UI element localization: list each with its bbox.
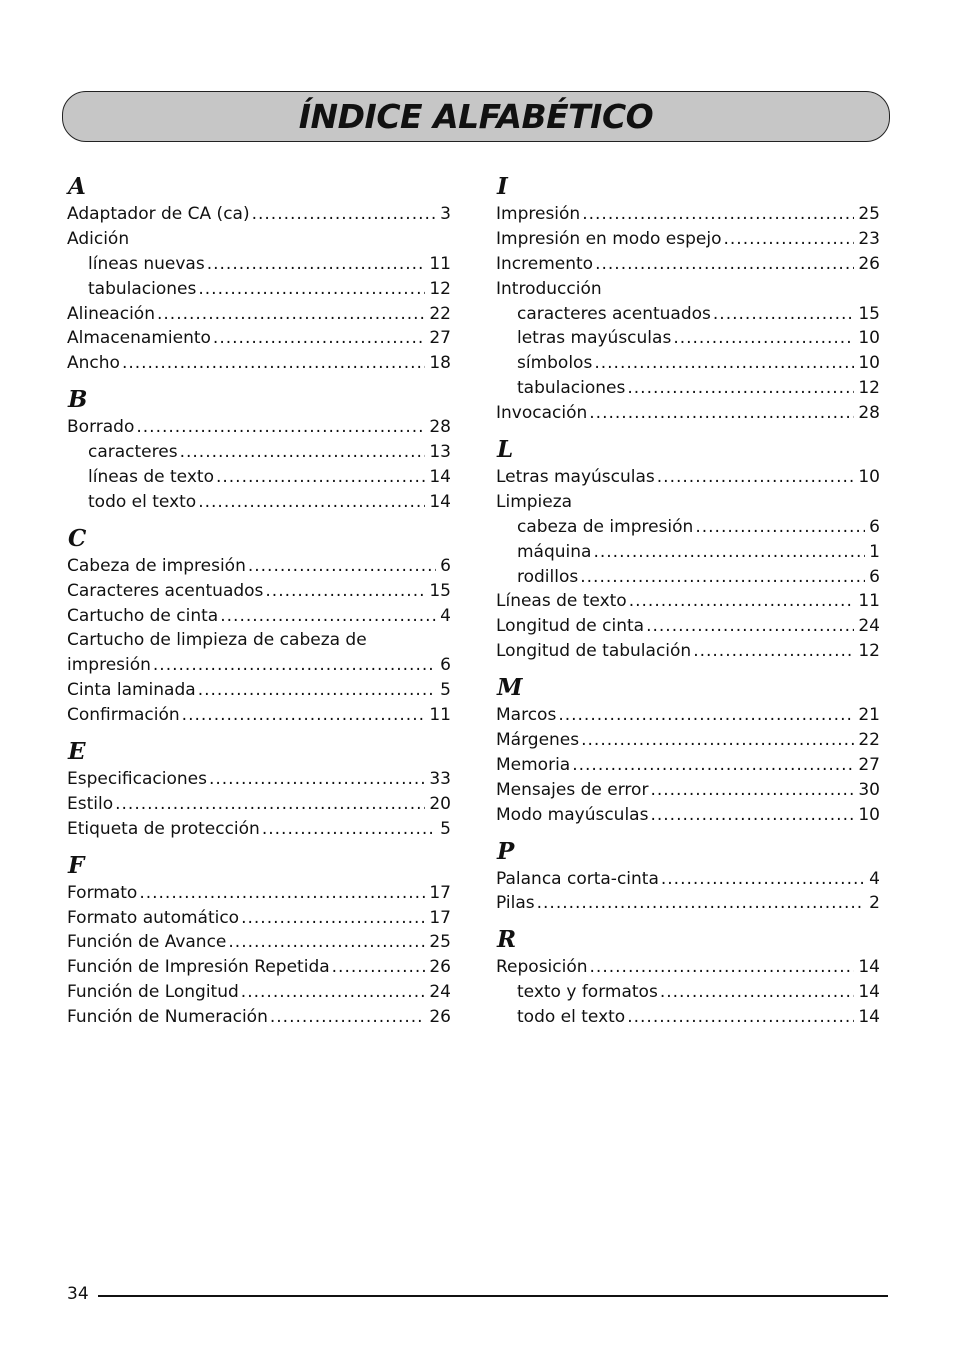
index-entry bbox=[67, 930, 451, 955]
entry-page-number: 15 bbox=[429, 580, 451, 601]
entry-page-number: 14 bbox=[858, 1007, 880, 1028]
entry-page-number: 10 bbox=[858, 804, 880, 825]
index-subentry bbox=[67, 277, 451, 302]
entry-page-number: 27 bbox=[429, 328, 451, 349]
index-subentry bbox=[67, 490, 451, 515]
entry-page-number: 20 bbox=[429, 793, 451, 814]
section-letter: R bbox=[497, 926, 517, 954]
index-entry bbox=[67, 881, 451, 906]
dot-leader bbox=[589, 401, 854, 426]
entry-page-number: 5 bbox=[440, 818, 451, 839]
entry-label: Cartucho de limpieza de cabeza de bbox=[67, 630, 367, 651]
index-entry bbox=[67, 980, 451, 1005]
dot-leader bbox=[590, 955, 855, 980]
entry-label: tabulaciones bbox=[88, 278, 197, 299]
entry-label: Modo mayúsculas bbox=[496, 804, 649, 825]
dot-leader bbox=[629, 589, 855, 614]
entry-page-number: 24 bbox=[858, 616, 880, 637]
entry-page-number: 11 bbox=[429, 705, 451, 726]
dot-leader bbox=[581, 728, 854, 753]
index-entry bbox=[67, 767, 451, 792]
entry-label: Memoria bbox=[496, 754, 571, 775]
entry-page-number: 14 bbox=[429, 467, 451, 488]
dot-leader bbox=[241, 906, 425, 931]
index-entry bbox=[67, 227, 451, 252]
index-section-m bbox=[496, 673, 880, 827]
entry-page-number: 15 bbox=[858, 303, 880, 324]
index-entry bbox=[67, 792, 451, 817]
index-entry bbox=[67, 1005, 451, 1030]
entry-label: Etiqueta de protección bbox=[67, 818, 260, 839]
dot-leader bbox=[627, 376, 854, 401]
dot-leader bbox=[139, 881, 425, 906]
entry-page-number: 10 bbox=[858, 353, 880, 374]
index-entry bbox=[496, 401, 880, 426]
index-entry bbox=[496, 639, 880, 664]
entry-label: Marcos bbox=[496, 705, 557, 726]
entry-page-number: 14 bbox=[429, 491, 451, 512]
entry-page-number: 26 bbox=[429, 957, 451, 978]
index-entry bbox=[496, 465, 880, 490]
entry-label: cabeza de impresión bbox=[517, 516, 694, 537]
entry-page-number: 26 bbox=[429, 1007, 451, 1028]
dot-leader bbox=[650, 803, 854, 828]
index-entry bbox=[496, 614, 880, 639]
dot-leader bbox=[627, 1005, 854, 1030]
index-entry bbox=[67, 817, 451, 842]
index-entry bbox=[67, 326, 451, 351]
dot-leader bbox=[252, 202, 437, 227]
dot-leader bbox=[270, 1005, 425, 1030]
page-title: ÍNDICE ALFABÉTICO bbox=[298, 97, 654, 136]
dot-leader bbox=[220, 604, 436, 629]
index-subentry bbox=[496, 351, 880, 376]
index-subentry bbox=[67, 440, 451, 465]
entry-page-number: 25 bbox=[429, 932, 451, 953]
dot-leader bbox=[713, 302, 854, 327]
index-subentry bbox=[496, 1005, 880, 1030]
index-entry bbox=[496, 252, 880, 277]
dot-leader bbox=[122, 351, 425, 376]
entry-page-number: 13 bbox=[429, 442, 451, 463]
entry-page-number: 2 bbox=[869, 893, 880, 914]
entry-label: Función de Impresión Repetida bbox=[67, 957, 330, 978]
dot-leader bbox=[594, 351, 854, 376]
index-entry bbox=[496, 753, 880, 778]
entry-page-number: 28 bbox=[858, 403, 880, 424]
dot-leader bbox=[241, 980, 426, 1005]
section-letter: A bbox=[68, 173, 86, 200]
dot-leader bbox=[248, 554, 436, 579]
entry-label: tabulaciones bbox=[517, 378, 626, 399]
entry-label: Formato bbox=[67, 882, 138, 903]
entry-label: Líneas de texto bbox=[496, 591, 627, 612]
dot-leader bbox=[593, 540, 865, 565]
entry-page-number: 21 bbox=[858, 705, 880, 726]
entry-label: letras mayúsculas bbox=[517, 328, 672, 349]
entry-page-number: 33 bbox=[429, 769, 451, 790]
dot-leader bbox=[537, 891, 866, 916]
index-entry bbox=[496, 589, 880, 614]
dot-leader bbox=[572, 753, 854, 778]
entry-page-number: 30 bbox=[858, 779, 880, 800]
entry-label: Impresión en modo espejo bbox=[496, 228, 722, 249]
entry-page-number: 18 bbox=[429, 353, 451, 374]
index-entry bbox=[67, 302, 451, 327]
entry-label: caracteres acentuados bbox=[517, 303, 711, 324]
index-entry bbox=[496, 803, 880, 828]
entry-page-number: 1 bbox=[869, 541, 880, 562]
dot-leader bbox=[646, 614, 854, 639]
entry-page-number: 26 bbox=[858, 253, 880, 274]
index-subentry bbox=[496, 540, 880, 565]
entry-label: Márgenes bbox=[496, 730, 580, 751]
entry-label: Cinta laminada bbox=[67, 680, 196, 701]
dot-leader bbox=[216, 465, 425, 490]
dot-leader bbox=[136, 415, 425, 440]
section-letter: F bbox=[68, 851, 85, 879]
entry-page-number: 6 bbox=[440, 555, 451, 576]
entry-page-number: 14 bbox=[858, 957, 880, 978]
index-title-banner bbox=[62, 91, 890, 142]
entry-label: Función de Numeración bbox=[67, 1007, 268, 1028]
dot-leader bbox=[213, 326, 425, 351]
index-entry bbox=[67, 906, 451, 931]
entry-page-number: 10 bbox=[858, 467, 880, 488]
entry-label: Impresión bbox=[496, 204, 581, 224]
section-letter: M bbox=[497, 674, 523, 702]
entry-label: Invocación bbox=[496, 403, 588, 424]
dot-leader bbox=[695, 515, 865, 540]
entry-label: Ancho bbox=[67, 353, 120, 374]
index-entry bbox=[67, 579, 451, 604]
entry-label: Palanca corta-cinta bbox=[496, 868, 659, 889]
entry-page-number: 6 bbox=[869, 516, 880, 537]
index-entry bbox=[496, 778, 880, 803]
footer-rule bbox=[98, 1295, 888, 1297]
index-section-e bbox=[67, 737, 451, 842]
index-column-left bbox=[67, 172, 451, 1039]
index-subentry bbox=[67, 465, 451, 490]
index-section-i bbox=[496, 172, 880, 426]
entry-label: Función de Longitud bbox=[67, 982, 239, 1003]
entry-label: máquina bbox=[517, 541, 592, 562]
dot-leader bbox=[580, 565, 865, 590]
index-entry bbox=[496, 202, 880, 227]
index-entry bbox=[496, 227, 880, 252]
index-entry bbox=[496, 703, 880, 728]
entry-page-number: 22 bbox=[429, 303, 451, 324]
dot-leader bbox=[265, 579, 425, 604]
index-entry bbox=[496, 891, 880, 916]
dot-leader bbox=[595, 252, 854, 277]
section-letter: I bbox=[497, 173, 508, 200]
entry-label: Pilas bbox=[496, 893, 535, 914]
index-column-right bbox=[496, 172, 880, 1039]
entry-page-number: 23 bbox=[858, 228, 880, 249]
index-subentry bbox=[496, 980, 880, 1005]
entry-page-number: 17 bbox=[429, 882, 451, 903]
entry-page-number: 12 bbox=[858, 378, 880, 399]
section-letter: L bbox=[497, 436, 514, 464]
entry-label: rodillos bbox=[517, 566, 579, 587]
dot-leader bbox=[558, 703, 854, 728]
index-entry bbox=[67, 554, 451, 579]
entry-label: Adaptador de CA (ca) bbox=[67, 204, 250, 224]
dot-leader bbox=[650, 778, 854, 803]
entry-page-number: 25 bbox=[858, 204, 880, 224]
index-entry bbox=[496, 728, 880, 753]
dot-leader bbox=[262, 817, 436, 842]
index-entry bbox=[67, 678, 451, 703]
entry-label: caracteres bbox=[88, 442, 178, 463]
entry-page-number: 3 bbox=[440, 204, 451, 224]
entry-page-number: 27 bbox=[858, 754, 880, 775]
page-number: 34 bbox=[67, 1284, 89, 1304]
entry-label: Cabeza de impresión bbox=[67, 555, 246, 576]
index-subentry bbox=[496, 376, 880, 401]
dot-leader bbox=[115, 792, 425, 817]
entry-page-number: 6 bbox=[869, 566, 880, 587]
entry-page-number: 12 bbox=[429, 278, 451, 299]
index-entry bbox=[67, 351, 451, 376]
entry-label: Confirmación bbox=[67, 705, 180, 726]
entry-label: Longitud de cinta bbox=[496, 616, 645, 637]
index-section-f bbox=[67, 851, 451, 1030]
index-entry bbox=[67, 604, 451, 629]
entry-label: Limpieza bbox=[496, 491, 573, 512]
index-section-a bbox=[67, 172, 451, 376]
dot-leader bbox=[153, 653, 436, 678]
dot-leader bbox=[182, 703, 426, 728]
entry-label: Especificaciones bbox=[67, 769, 207, 790]
entry-label: Cartucho de cinta bbox=[67, 605, 219, 626]
entry-page-number: 24 bbox=[429, 982, 451, 1003]
index-subentry bbox=[496, 515, 880, 540]
index-subentry bbox=[496, 302, 880, 327]
index-subentry bbox=[496, 565, 880, 590]
dot-leader bbox=[198, 277, 425, 302]
entry-page-number: 11 bbox=[858, 591, 880, 612]
index-entry bbox=[67, 653, 451, 678]
index-entry bbox=[67, 703, 451, 728]
entry-label: todo el texto bbox=[517, 1007, 626, 1028]
entry-label: Adición bbox=[67, 228, 130, 249]
section-letter: B bbox=[68, 386, 88, 414]
entry-page-number: 4 bbox=[440, 605, 451, 626]
dot-leader bbox=[157, 302, 425, 327]
dot-leader bbox=[198, 490, 425, 515]
index-section-r bbox=[496, 925, 880, 1030]
dot-leader bbox=[673, 326, 854, 351]
dot-leader bbox=[332, 955, 426, 980]
dot-leader bbox=[582, 202, 854, 227]
entry-page-number: 14 bbox=[858, 982, 880, 1003]
entry-page-number: 11 bbox=[429, 253, 451, 274]
dot-leader bbox=[209, 767, 425, 792]
dot-leader bbox=[228, 930, 425, 955]
entry-label: líneas nuevas bbox=[88, 253, 205, 274]
entry-label: Introducción bbox=[496, 278, 602, 299]
entry-label: todo el texto bbox=[88, 491, 197, 512]
entry-label: Letras mayúsculas bbox=[496, 467, 655, 488]
index-entry bbox=[496, 867, 880, 892]
entry-label: Alineación bbox=[67, 303, 155, 324]
section-letter: E bbox=[68, 738, 86, 766]
entry-label: Estilo bbox=[67, 793, 114, 814]
entry-page-number: 28 bbox=[429, 417, 451, 438]
entry-page-number: 22 bbox=[858, 730, 880, 751]
index-section-b bbox=[67, 385, 451, 515]
dot-leader bbox=[693, 639, 854, 664]
index-entry bbox=[496, 277, 880, 302]
dot-leader bbox=[207, 252, 426, 277]
dot-leader bbox=[180, 440, 426, 465]
entry-page-number: 5 bbox=[440, 680, 451, 701]
entry-label: texto y formatos bbox=[517, 982, 658, 1003]
entry-label: Caracteres acentuados bbox=[67, 580, 264, 601]
index-entry bbox=[496, 490, 880, 515]
index-entry bbox=[67, 202, 451, 227]
entry-label: Función de Avance bbox=[67, 932, 227, 953]
entry-label: Formato automático bbox=[67, 907, 240, 928]
index-entry bbox=[67, 628, 451, 653]
entry-label: símbolos bbox=[517, 353, 593, 374]
index-subentry bbox=[67, 252, 451, 277]
index-section-l bbox=[496, 435, 880, 664]
dot-leader bbox=[660, 980, 855, 1005]
entry-label: Borrado bbox=[67, 417, 135, 438]
entry-label: impresión bbox=[67, 655, 151, 676]
entry-page-number: 12 bbox=[858, 641, 880, 662]
entry-page-number: 17 bbox=[429, 907, 451, 928]
entry-label: Reposición bbox=[496, 957, 588, 978]
entry-label: Incremento bbox=[496, 253, 594, 274]
index-entry bbox=[67, 955, 451, 980]
index-entry bbox=[67, 415, 451, 440]
section-letter: C bbox=[68, 524, 87, 552]
entry-label: Mensajes de error bbox=[496, 779, 649, 800]
section-letter: P bbox=[497, 837, 515, 865]
dot-leader bbox=[723, 227, 854, 252]
entry-page-number: 6 bbox=[440, 655, 451, 676]
entry-label: Longitud de tabulación bbox=[496, 641, 692, 662]
entry-page-number: 4 bbox=[869, 868, 880, 889]
dot-leader bbox=[198, 678, 436, 703]
index-section-p bbox=[496, 837, 880, 917]
entry-page-number: 10 bbox=[858, 328, 880, 349]
entry-label: líneas de texto bbox=[88, 467, 214, 488]
index-entry bbox=[496, 955, 880, 980]
index-section-c bbox=[67, 524, 451, 728]
index-subentry bbox=[496, 326, 880, 351]
dot-leader bbox=[657, 465, 855, 490]
dot-leader bbox=[661, 867, 865, 892]
entry-label: Almacenamiento bbox=[67, 328, 211, 349]
